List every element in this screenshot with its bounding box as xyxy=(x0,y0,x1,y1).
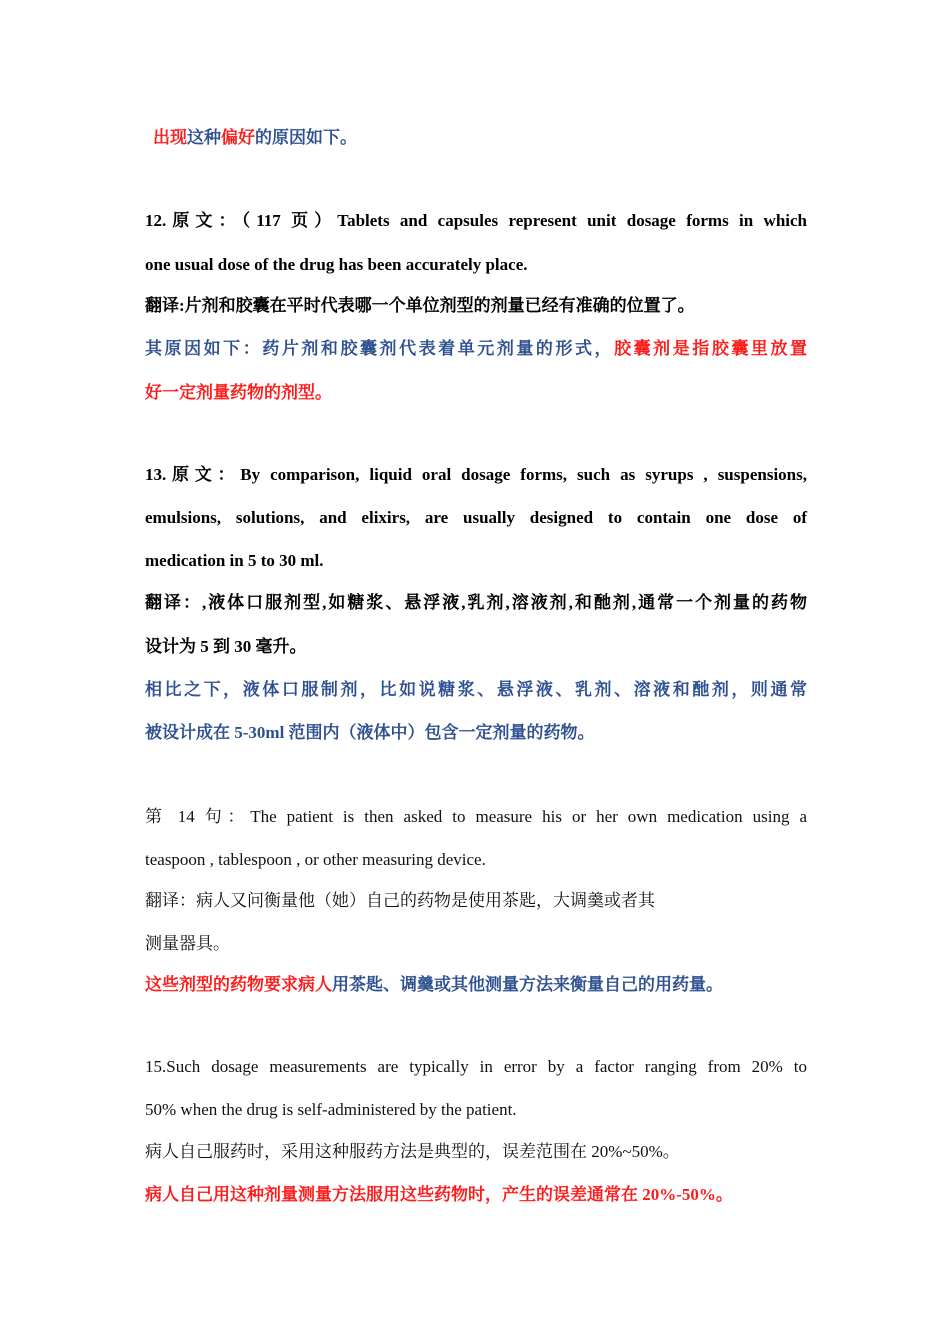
s12-note-blue: 其原因如下：药片剂和胶囊剂代表着单元剂量的形式， xyxy=(145,339,615,358)
intro-line xyxy=(153,126,815,150)
s13-translation-line-1: 翻译：,液体口服剂型,如糖浆、悬浮液,乳剂,溶液剂,和酏剂,通常一个剂量的药物 xyxy=(145,593,807,612)
s12-note-red: 胶囊剂是指胶囊里放置 xyxy=(614,339,808,358)
intro-part-4: 的原因如下。 xyxy=(255,128,357,147)
s12-translation: 翻译:片剂和胶囊在平时代表哪一个单位剂型的剂量已经有准确的位置了。 xyxy=(145,296,695,315)
s13-translation-line-2: 设计为 5 到 30 毫升。 xyxy=(145,637,307,656)
s14-note-blue: 用茶匙、调羹或其他测量方法来衡量自己的用药量。 xyxy=(332,975,723,994)
s14-translation-line-2: 测量器具。 xyxy=(145,934,230,953)
s14-note-red: 这些剂型的药物要求病人 xyxy=(145,975,332,994)
s14-original-line-2: teaspoon , tablespoon , or other measuring device. xyxy=(145,850,486,869)
s12-note-line-2: 好一定剂量药物的剂型。 xyxy=(145,383,332,402)
s13-original-line-1: 13.原文：By comparison, liquid oral dosage forms, such as syrups , suspensions, xyxy=(145,465,807,484)
intro-part-1: 出现 xyxy=(153,128,187,147)
s15-original-line-2: 50% when the drug is self-administered by the patient. xyxy=(145,1100,517,1119)
s15-original-line-1: 15.Such dosage measurements are typically in error by a factor ranging from 20% to xyxy=(145,1057,807,1076)
s14-original-line-1: 第 14 句：The patient is then asked to measure his or her own medication using a xyxy=(145,807,807,826)
s12-original-line-2: one usual dose of the drug has been accurately place. xyxy=(145,255,528,274)
s13-original-line-2: emulsions, solutions, and elixirs, are usually designed to contain one dose of xyxy=(145,508,807,527)
s15-translation: 病人自己服药时，采用这种服药方法是典型的，误差范围在 20%~50%。 xyxy=(145,1142,680,1161)
s15-note: 病人自己用这种剂量测量方法服用这些药物时，产生的误差通常在 20%-50%。 xyxy=(145,1185,733,1204)
s13-original-line-3: medication in 5 to 30 ml. xyxy=(145,551,324,570)
s14-translation-line-1: 翻译：病人又问衡量他（她）自己的药物是使用茶匙，大调羹或者其 xyxy=(145,891,655,910)
intro-part-2: 这种 xyxy=(187,128,221,147)
s12-original-line-1: 12.原文：（117 页）Tablets and capsules represent unit dosage forms in which xyxy=(145,211,807,230)
s14-note xyxy=(145,973,807,997)
s13-note-line-1: 相比之下，液体口服制剂，比如说糖浆、悬浮液、乳剂、溶液和酏剂，则通常 xyxy=(145,680,807,699)
intro-part-3: 偏好 xyxy=(221,128,255,147)
s13-note-line-2: 被设计成在 5-30ml 范围内（液体中）包含一定剂量的药物。 xyxy=(145,723,595,742)
s12-note-line-1 xyxy=(145,337,807,361)
